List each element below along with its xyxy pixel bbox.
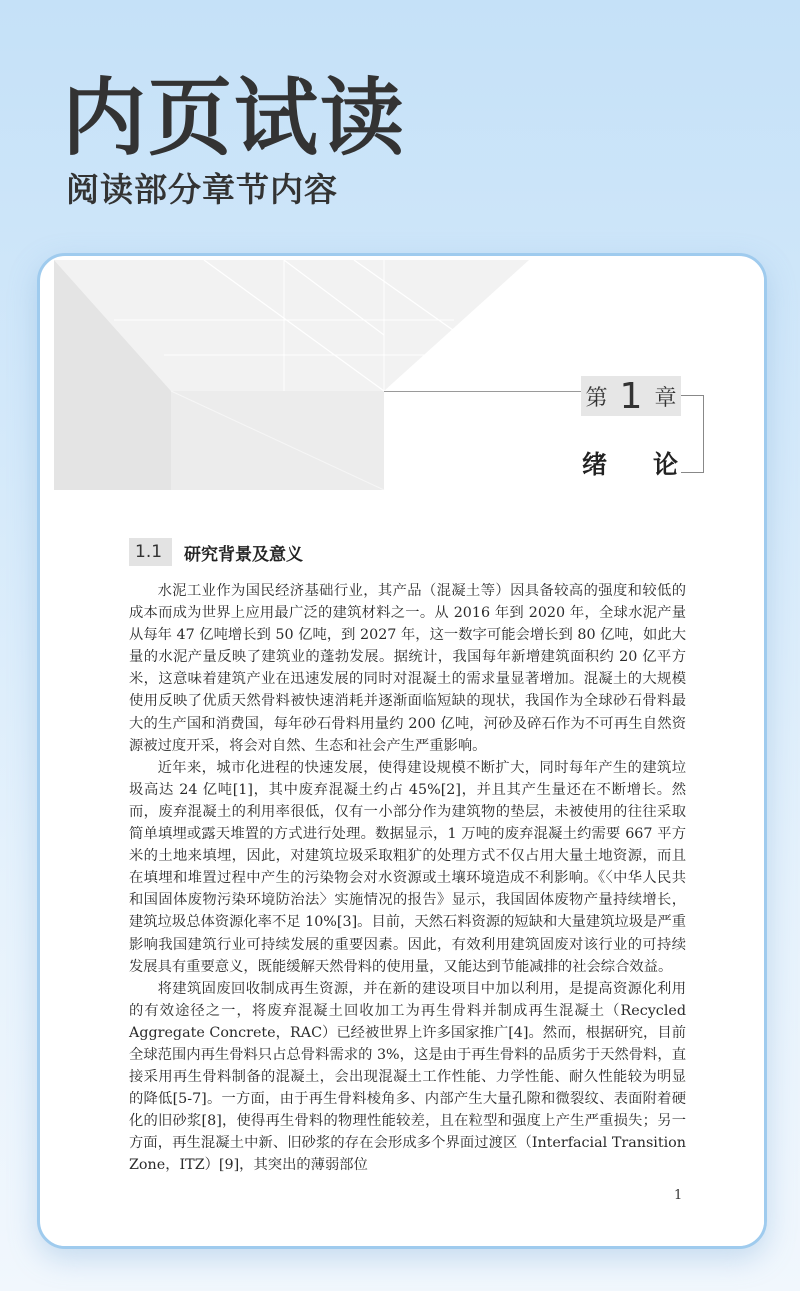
paragraph: 近年来，城市化进程的快速发展，使得建设规模不断扩大，同时每年产生的建筑垃圾高达 24 亿吨[1]，其中废弃混凝土约占 45%[2]，并且其产生量还在不断增长。然而，废弃混凝土的利用率很低，仅有一小部分作为建筑物的垫层，未被使用的往往采取简单填埋或露天堆置的方式进行处理。数据显示，1 万吨的废弃混凝土约需要 667 平方米的土地来填埋，因此，对建筑垃圾采取粗犷的处理方式不仅占用大量土地资源，而且在填埋和堆置过程中产生的污染物会对水资源或土壤环境造成不利影响。《〈中华人民共和国固体废物污染环境防治法〉实施情况的报告》显示，我国固体废物产量持续增长，建筑垃圾总体资源化率不足 10%[3]。目前，天然石料资源的短缺和大量建筑垃圾是严重影响我国建筑行业可持续发展的重要因素。因此，有效利用建筑固废对该行业的可持续发展具有重要意义，既能缓解天然骨料的使用量，又能达到节能减排的社会综合效益。 bbox=[129, 759, 686, 975]
chapter-label bbox=[581, 376, 681, 416]
chapter-suffix: 章 bbox=[654, 385, 677, 411]
chapter-title bbox=[582, 445, 678, 481]
book-page bbox=[54, 260, 764, 1246]
section-heading bbox=[129, 538, 303, 566]
paragraph: 将建筑固废回收制成再生资源，并在新的建设项目中加以利用，是提高资源化利用的有效途径之一，将废弃混凝土回收加工为再生骨料并制成再生混凝土（Recycled Aggregate Concrete，RAC）已经被世界上许多国家推广[4]。然而，根据研究，目前全球范围内再生骨料只占总骨料需求的 3%，这是由于再生骨料的品质劣于天然骨料，直接采用再生骨料制备的混凝土，会出现混凝土工作性能、力学性能、耐久性能较为明显的降低[5-7]。一方面，由于再生骨料棱角多、内部产生大量孔隙和微裂纹、表面附着硬化的旧砂浆[8]，使得再生骨料的物理性能较差，且在粒型和强度上产生严重损失；另一方面，再生混凝土中新、旧砂浆的存在会形成多个界面过渡区（Interfacial Transition Zone，ITZ）[9]，其突出的薄弱部位 bbox=[129, 980, 686, 1174]
chapter-title-right: 论 bbox=[652, 450, 678, 479]
hero-title: 内页试读 bbox=[62, 69, 407, 167]
section-number: 1.1 bbox=[129, 538, 172, 566]
page-number: 1 bbox=[674, 1188, 683, 1203]
chapter-number: 1 bbox=[619, 375, 643, 417]
chapter-bracket bbox=[681, 395, 704, 473]
paragraph: 水泥工业作为国民经济基础行业，其产品（混凝土等）因具备较高的强度和较低的成本而成为世界上应用最广泛的建筑材料之一。从 2016 年到 2020 年，全球水泥产量从每年 47 亿吨增长到 50 亿吨，到 2027 年，这一数字可能会增长到 80 亿吨，如此大量的水泥产量反映了建筑业的蓬勃发展。据统计，我国每年新增建筑面积约 20 亿平方米，这意味着建筑产业在迅速发展的同时对混凝土的需求量显著增加。混凝土的大规模使用反映了优质天然骨料被快速消耗并逐渐面临短缺的现状，我国作为全球砂石骨料最大的生产国和消费国，每年砂石骨料用量约 200 亿吨，河砂及碎石作为不可再生自然资源被过度开采，将会对自然、生态和社会产生严重影响。 bbox=[129, 583, 686, 754]
hero-subtitle: 阅读部分章节内容 bbox=[66, 170, 338, 209]
decorative-geometric-pattern bbox=[54, 260, 574, 490]
body-text bbox=[129, 580, 686, 1177]
page-card bbox=[37, 253, 767, 1249]
chapter-title-left: 绪 bbox=[582, 450, 608, 479]
section-title: 研究背景及意义 bbox=[184, 544, 304, 565]
chapter-prefix: 第 bbox=[585, 385, 608, 411]
